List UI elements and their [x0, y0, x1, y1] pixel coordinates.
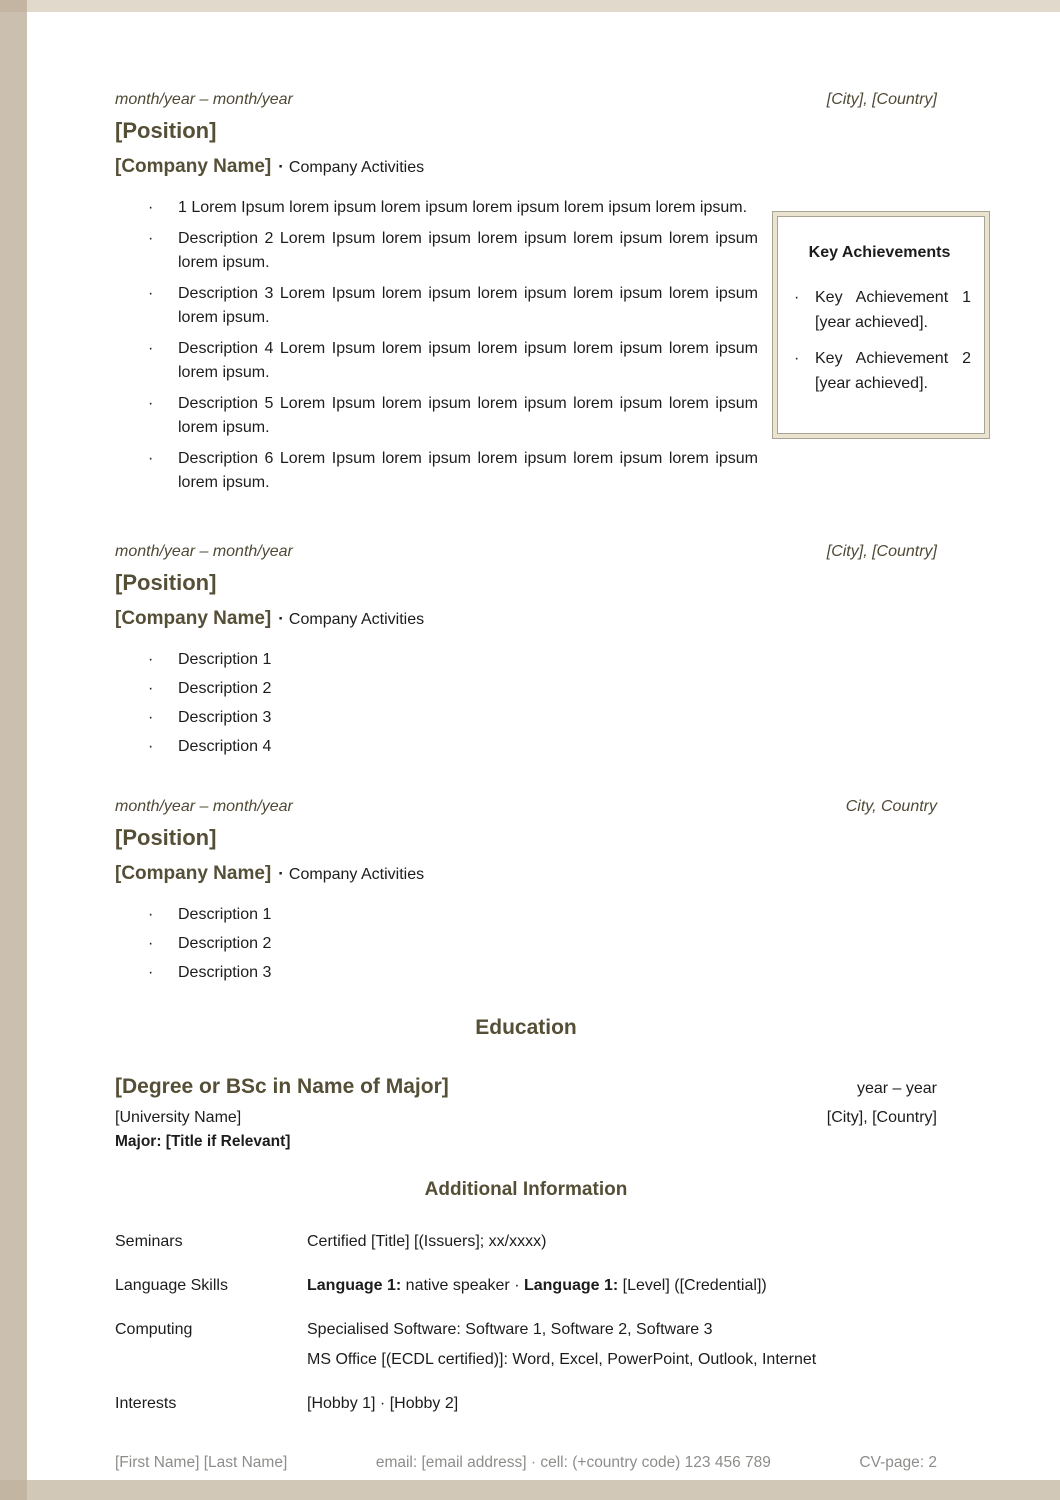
bullet-dot: · [148, 906, 154, 923]
bullet-text: 1 Lorem Ipsum lorem ipsum lorem ipsum lorem ipsum lorem ipsum lorem ipsum. [178, 199, 748, 216]
company-activities: Company Activities [288, 866, 425, 883]
bullet-item [115, 337, 937, 385]
bullet-list [115, 903, 937, 985]
additional-info-table [115, 1230, 937, 1415]
date-range: month/year – month/year [115, 91, 293, 108]
degree-row [115, 1074, 937, 1100]
bullet-item [115, 227, 937, 275]
bullet-item [115, 903, 937, 927]
row-value [307, 1230, 937, 1253]
bullet-text: Description 6 Lorem Ipsum lorem ipsum lorem ipsum lorem ipsum lorem ipsum lorem ipsum. [178, 450, 758, 491]
bottom-border-strip [27, 1480, 1060, 1500]
bullet-text: Description 4 Lorem Ipsum lorem ipsum lorem ipsum lorem ipsum lorem ipsum lorem ipsum. [178, 340, 758, 381]
row-value [307, 1274, 937, 1297]
page-content [27, 12, 1060, 1480]
separator-dot: · [278, 609, 284, 628]
bullet-dot: · [148, 935, 154, 952]
row-label: Interests [115, 1395, 177, 1412]
additional-row [115, 1230, 937, 1253]
row-value-line: Language 1: native speaker · Language 1: [Level] ([Credential]) [307, 1277, 767, 1294]
row-value [307, 1392, 937, 1415]
bullet-text: Description 3 [178, 709, 272, 726]
bullet-text: Description 3 [178, 964, 272, 981]
footer-page-number: CV-page: 2 [859, 1454, 937, 1471]
bullet-item [115, 706, 937, 730]
bullet-text: Description 1 [178, 906, 272, 923]
bullet-dot: · [794, 350, 800, 367]
separator-dot: · [278, 157, 284, 176]
university-name: [University Name] [115, 1109, 242, 1126]
row-label: Computing [115, 1321, 193, 1338]
row-label: Language Skills [115, 1277, 228, 1294]
bullet-item [115, 677, 937, 701]
bullet-dot: · [148, 450, 154, 467]
company-row [115, 606, 937, 633]
top-left-corner-strip [0, 0, 27, 12]
footer-contact: email: [email address] · cell: (+country code) 123 456 789 [375, 1454, 771, 1471]
top-border-strip [27, 0, 1060, 12]
bullet-text: Description 2 Lorem Ipsum lorem ipsum lorem ipsum lorem ipsum lorem ipsum lorem ipsum. [178, 230, 758, 271]
bullet-text: Description 3 Lorem Ipsum lorem ipsum lorem ipsum lorem ipsum lorem ipsum lorem ipsum. [178, 285, 758, 326]
bullet-item [115, 447, 937, 495]
bullet-item [115, 961, 937, 985]
bullet-dot: · [148, 651, 154, 668]
bullet-item [115, 392, 937, 440]
bullet-dot: · [794, 289, 800, 306]
location: City, Country [845, 798, 937, 815]
company-row [115, 861, 937, 888]
company-name: [Company Name] [115, 608, 272, 629]
bullet-dot: · [148, 340, 154, 357]
bullet-dot: · [148, 680, 154, 697]
bullet-dot: · [148, 964, 154, 981]
bullet-list [115, 648, 937, 759]
bullet-text: Description 4 [178, 738, 272, 755]
company-name: [Company Name] [115, 156, 272, 177]
date-range: month/year – month/year [115, 543, 293, 560]
company-activities: Company Activities [288, 611, 425, 628]
bullet-item [115, 648, 937, 672]
bullet-item [115, 196, 937, 220]
experience-section-3 [115, 797, 937, 985]
company-row [115, 154, 937, 181]
bullet-text: Description 2 [178, 680, 272, 697]
company-activities: Company Activities [288, 159, 425, 176]
row-value-line: Specialised Software: Software 1, Software 2, Software 3 [307, 1321, 713, 1338]
bullet-item [115, 735, 937, 759]
bullet-text: Key Achievement 1 [year achieved]. [815, 289, 971, 331]
date-range: month/year – month/year [115, 798, 293, 815]
bullet-text: Description 1 [178, 651, 272, 668]
bullet-text: Key Achievement 2 [year achieved]. [815, 350, 971, 392]
additional-row [115, 1274, 937, 1297]
bullet-dot: · [148, 395, 154, 412]
row-label: Seminars [115, 1233, 183, 1250]
university-location: [City], [Country] [826, 1109, 937, 1126]
major-line: Major: [Title if Relevant] [115, 1133, 291, 1150]
row-value [307, 1318, 937, 1371]
row-value-line: Certified [Title] [(Issuers]; xx/xxxx) [307, 1233, 547, 1250]
bullet-dot: · [148, 230, 154, 247]
additional-info-heading: Additional Information [424, 1179, 628, 1200]
degree-title: [Degree or BSc in Name of Major] [115, 1075, 449, 1098]
additional-row [115, 1318, 937, 1371]
bullet-dot: · [148, 199, 154, 216]
education-heading: Education [475, 1016, 577, 1039]
additional-row [115, 1392, 937, 1415]
bullet-item [115, 282, 937, 330]
key-achievements-title: Key Achievements [808, 244, 951, 261]
experience-section-1 [115, 90, 971, 502]
dates-row [115, 542, 937, 562]
bullets-area [115, 196, 971, 502]
footer-name: [First Name] [Last Name] [115, 1454, 288, 1471]
bullet-item [115, 932, 937, 956]
dates-row [115, 797, 937, 817]
bullet-text: Description 5 Lorem Ipsum lorem ipsum lorem ipsum lorem ipsum lorem ipsum lorem ipsum. [178, 395, 758, 436]
bullet-dot: · [148, 709, 154, 726]
bottom-left-corner-strip [0, 1480, 27, 1500]
experience-section-2 [115, 542, 937, 759]
bullet-dot: · [148, 738, 154, 755]
row-value-line: [Hobby 1] · [Hobby 2] [307, 1395, 459, 1412]
bullet-dot: · [148, 285, 154, 302]
location: [City], [Country] [826, 543, 937, 560]
position-title: [Position] [115, 570, 217, 595]
bullet-text: Description 2 [178, 935, 272, 952]
company-name: [Company Name] [115, 863, 272, 884]
position-title: [Position] [115, 118, 217, 143]
left-border-strip [0, 12, 27, 1500]
location: [City], [Country] [826, 91, 937, 108]
bullet-list [115, 196, 937, 495]
dates-row [115, 90, 937, 110]
row-value-line: MS Office [(ECDL certified)]: Word, Excel, PowerPoint, Outlook, Internet [307, 1351, 817, 1368]
degree-years: year – year [856, 1080, 937, 1097]
page-footer [115, 1453, 937, 1472]
university-row [115, 1107, 937, 1128]
separator-dot: · [278, 864, 284, 883]
position-title: [Position] [115, 825, 217, 850]
